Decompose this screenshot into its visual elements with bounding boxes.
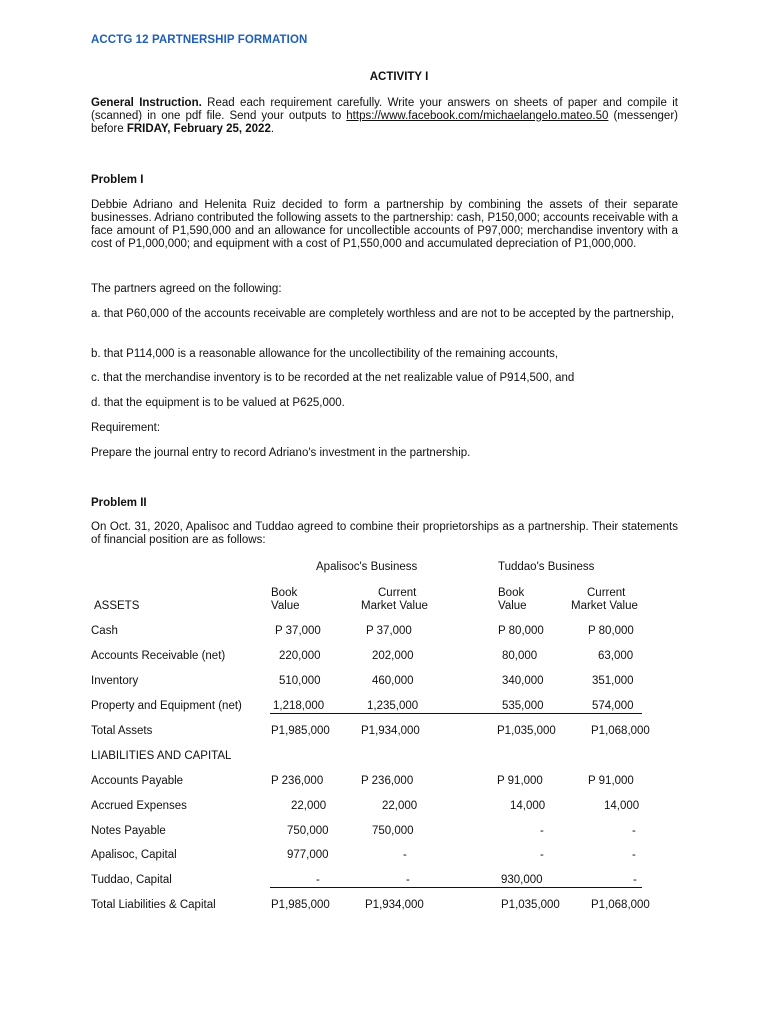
cell-b-book: 340,000 [502,675,544,687]
col-b-cmv-2: Market Value [571,600,638,612]
cell-a-market: 22,000 [382,800,418,812]
general-instruction [91,97,678,136]
problem1-item-c: c. that the merchandise inventory is to be recorded at the net realizable value of P914,500, and [91,372,575,384]
cell-a-book: P 37,000 [275,625,321,637]
cell-a-market: 1,235,000 [367,700,419,712]
cell-b-market: - [633,874,637,886]
cell-b-book: - [540,849,544,861]
col-a-book-1: Book [271,587,298,599]
cell-a-book: P1,985,000 [271,899,330,911]
row-label: Tuddao, Capital [91,874,172,886]
cell-b-market: 574,000 [592,700,634,712]
row-label: Property and Equipment (net) [91,700,242,712]
cell-a-market: - [406,874,410,886]
cell-b-book: P 91,000 [497,775,543,787]
row-label: Total Liabilities & Capital [91,899,216,911]
row-label: Inventory [91,675,139,687]
row-label: Total Assets [91,725,153,737]
cell-b-book: 14,000 [510,800,546,812]
cell-b-book: 535,000 [502,700,544,712]
row-label: Accounts Receivable (net) [91,650,226,662]
row-label: Accrued Expenses [91,800,187,812]
business-b-header: Tuddao's Business [498,561,595,573]
cell-b-market: 351,000 [592,675,634,687]
cell-a-book: - [316,874,320,886]
row-label: Notes Payable [91,825,166,837]
instruction-label: General Instruction. [91,97,202,109]
problem1-requirement: Prepare the journal entry to record Adriano's investment in the partnership. [91,447,471,459]
cell-a-market: 460,000 [372,675,414,687]
col-b-book-2: Value [498,600,527,612]
cell-b-market: P1,068,000 [591,725,650,737]
problem2-heading: Problem II [91,497,147,509]
underline-liabilities [270,887,642,888]
col-a-cmv-2: Market Value [361,600,428,612]
cell-b-book: 930,000 [501,874,543,886]
cell-b-market: - [632,849,636,861]
cell-b-book: P1,035,000 [501,899,560,911]
cell-b-book: - [540,825,544,837]
cell-b-market: P 80,000 [588,625,634,637]
col-a-cmv-1: Current [378,587,417,599]
cell-a-market: 202,000 [372,650,414,662]
problem1-agreed: The partners agreed on the following: [91,283,282,295]
cell-a-book: 1,218,000 [273,700,325,712]
cell-a-book: 22,000 [291,800,327,812]
problem1-intro: Debbie Adriano and Helenita Ruiz decided to form a partnership by combining the assets of their separate businesses. Adriano contributed the following assets to the partnership: cash, P150,000; accounts receivable with a face amount of P1,590,000 and an allowance for uncollectible accounts of P97,000; merchandise inventory with a cost of P1,000,000; and equipment with a cost of P1,550,000 and accumulated depreciation of P1,000,000. [91,199,678,250]
cell-a-market: P 37,000 [366,625,412,637]
cell-b-market: 14,000 [604,800,640,812]
deadline: FRIDAY, February 25, 2022 [126,123,271,135]
cell-b-market: P1,068,000 [591,899,650,911]
problem1-item-d: d. that the equipment is to be valued at P625,000. [91,397,345,409]
cell-b-market: P 91,000 [588,775,634,787]
liabilities-capital-label: LIABILITIES AND CAPITAL [91,750,232,762]
col-b-cmv-1: Current [587,587,626,599]
activity-title: ACTIVITY I [369,71,429,83]
problem1-requirement-label: Requirement: [91,422,161,434]
assets-label: ASSETS [94,600,140,612]
col-b-book-1: Book [498,587,525,599]
cell-a-market: - [403,849,407,861]
cell-a-book: 977,000 [287,849,329,861]
cell-a-book: P 236,000 [271,775,324,787]
cell-b-book: 80,000 [502,650,538,662]
row-label: Cash [91,625,118,637]
cell-a-market: P 236,000 [361,775,414,787]
cell-a-book: 220,000 [279,650,321,662]
cell-a-market: P1,934,000 [361,725,420,737]
cell-b-book: P 80,000 [498,625,544,637]
cell-a-book: P1,985,000 [271,725,330,737]
instruction-text-2: (messenger) before [91,110,678,135]
problem2-intro: On Oct. 31, 2020, Apalisoc and Tuddao agreed to combine their proprietorships as a partnership. Their statements of financial position are as follows: [91,521,678,546]
cell-b-market: 63,000 [598,650,634,662]
problem1-heading: Problem I [91,174,144,186]
cell-b-book: P1,035,000 [497,725,556,737]
col-a-book-2: Value [271,600,300,612]
cell-b-market: - [632,825,636,837]
course-header: ACCTG 12 PARTNERSHIP FORMATION [91,34,308,46]
row-label: Apalisoc, Capital [91,849,177,861]
business-a-header: Apalisoc's Business [316,561,418,573]
cell-a-book: 750,000 [287,825,329,837]
messenger-link[interactable]: https://www.facebook.com/michaelangelo.mateo.50 [346,110,609,122]
problem1-item-a: a. that P60,000 of the accounts receivable are completely worthless and are not to be accepted by the partnership, [91,308,675,320]
cell-a-market: P1,934,000 [365,899,424,911]
underline-assets [270,713,642,714]
cell-a-market: 750,000 [372,825,414,837]
cell-a-book: 510,000 [279,675,321,687]
problem1-item-b: b. that P114,000 is a reasonable allowance for the uncollectibility of the remaining accounts, [91,348,559,360]
row-label: Accounts Payable [91,775,184,787]
instruction-end: . [270,123,275,135]
instruction-text: Read each requirement carefully. Write your answers on sheets of paper and compile it (scanned) in one pdf file. Send your outputs to [91,97,678,122]
